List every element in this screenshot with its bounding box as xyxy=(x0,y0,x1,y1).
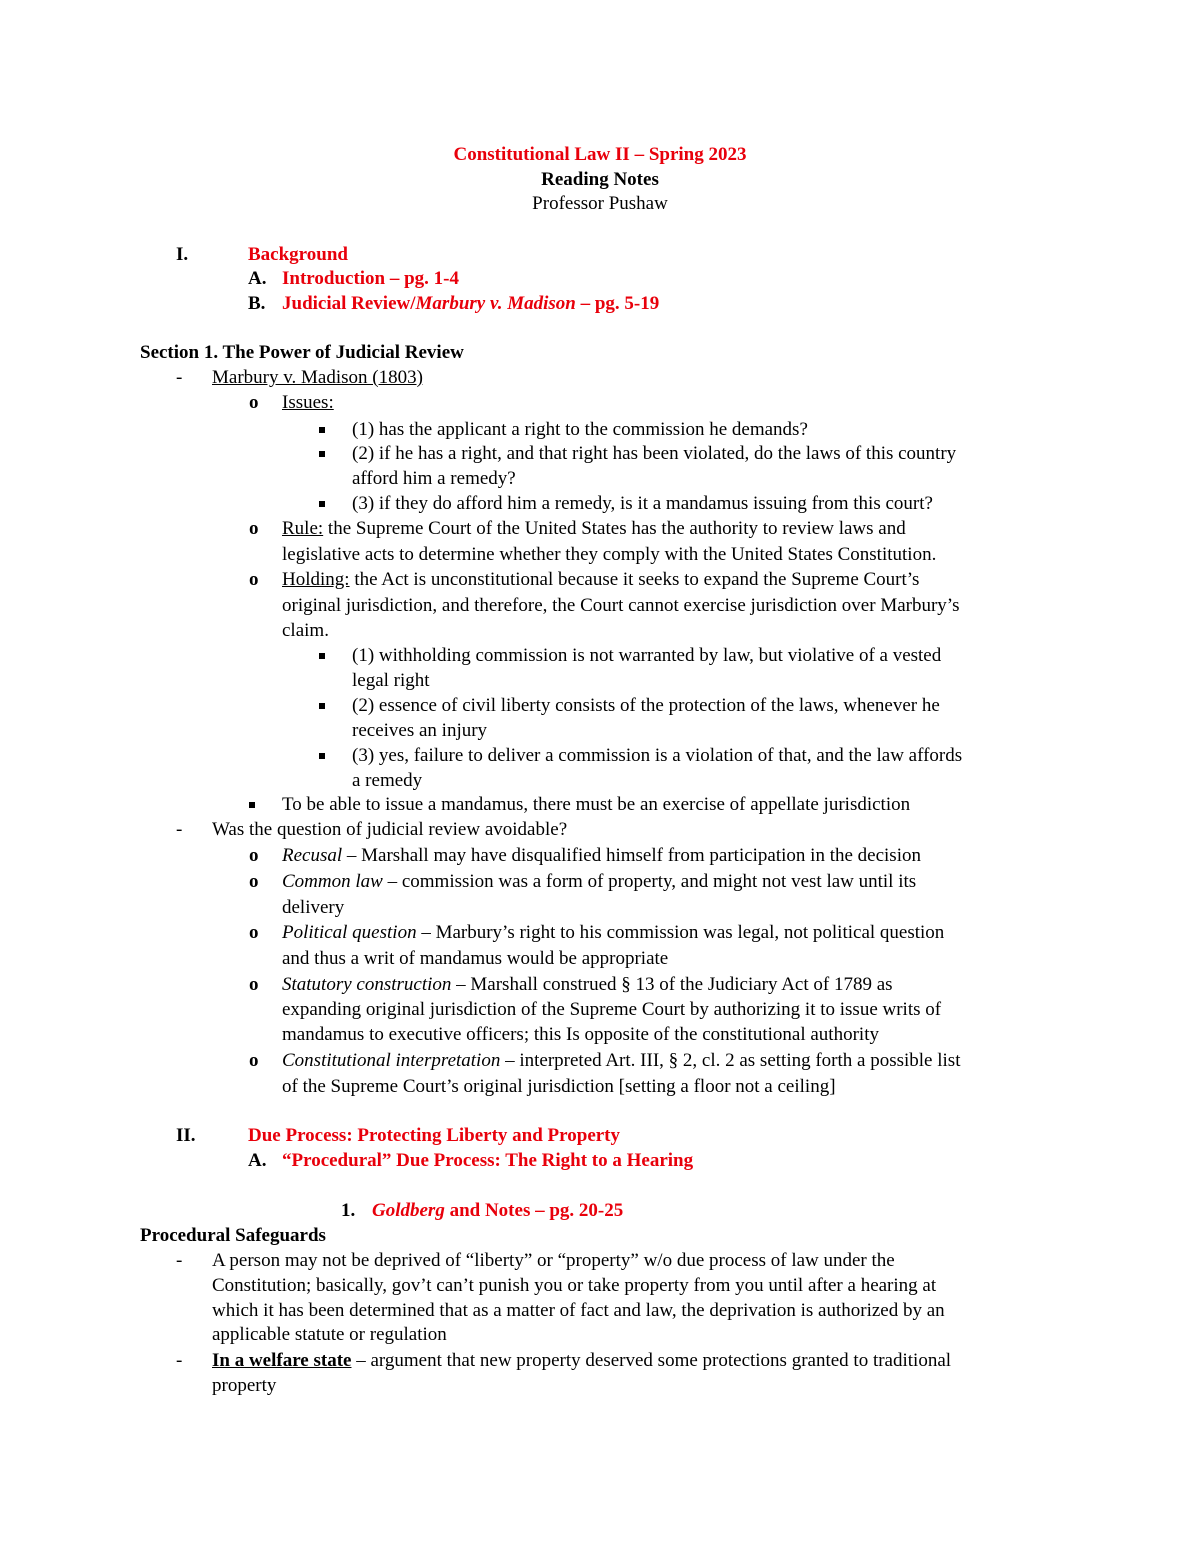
political-question-line-1: Political question – Marbury’s right to his commission was legal, not political question xyxy=(282,922,945,943)
common-law-line-2: delivery xyxy=(282,897,345,918)
square-bullet xyxy=(319,753,325,759)
outline-letter-a: A. xyxy=(248,268,267,289)
dash-bullet: - xyxy=(176,819,183,840)
welfare-state-line-2: property xyxy=(212,1375,277,1396)
outline-judicial-review: Judicial Review/Marbury v. Madison – pg. 5-19 xyxy=(282,293,660,314)
common-law-line-1: Common law – commission was a form of property, and might not vest law until its xyxy=(282,871,917,892)
square-bullet xyxy=(319,451,325,457)
o-bullet: o xyxy=(249,1050,259,1071)
dash-bullet: - xyxy=(176,1350,183,1371)
statutory-construction-line-2: expanding original jurisdiction of the Supreme Court by authorizing it to issue writs of xyxy=(282,999,942,1020)
welfare-state-line-1: In a welfare state – argument that new property deserved some protections granted to traditional xyxy=(212,1350,952,1371)
mandamus-note: To be able to issue a mandamus, there must be an exercise of appellate jurisdiction xyxy=(282,794,911,815)
outline-goldberg: Goldberg and Notes – pg. 20-25 xyxy=(372,1200,624,1221)
o-bullet: o xyxy=(249,974,259,995)
square-bullet xyxy=(249,802,255,808)
rule-line-1: Rule: the Supreme Court of the United States has the authority to review laws and xyxy=(282,518,906,539)
outline-procedural-due-process: “Procedural” Due Process: The Right to a Hearing xyxy=(282,1150,694,1171)
square-bullet xyxy=(319,703,325,709)
outline-letter-a: A. xyxy=(248,1150,267,1171)
holding-point-1-line-1: (1) withholding commission is not warranted by law, but violative of a vested xyxy=(352,645,942,666)
due-process-line-2: Constitution; basically, gov’t can’t punish you or take property from you until after a hearing at xyxy=(212,1275,937,1296)
issue-3: (3) if they do afford him a remedy, is it a mandamus issuing from this court? xyxy=(352,493,933,514)
document-title: Constitutional Law II – Spring 2023 xyxy=(453,144,747,165)
rule-line-2: legislative acts to determine whether they comply with the United States Constitution. xyxy=(282,544,937,565)
procedural-safeguards-heading: Procedural Safeguards xyxy=(140,1225,326,1246)
holding-line-1: Holding: the Act is unconstitutional because it seeks to expand the Supreme Court’s xyxy=(282,569,920,590)
dash-bullet: - xyxy=(176,367,183,388)
square-bullet xyxy=(319,501,325,507)
o-bullet: o xyxy=(249,922,259,943)
constitutional-interpretation-line-1: Constitutional interpretation – interpreted Art. III, § 2, cl. 2 as setting forth a possible list xyxy=(282,1050,961,1071)
square-bullet xyxy=(319,653,325,659)
due-process-line-1: A person may not be deprived of “liberty” or “property” w/o due process of law under the xyxy=(212,1250,895,1271)
statutory-construction-line-3: mandamus to executive officers; this Is opposite of the constitutional authority xyxy=(282,1024,879,1045)
document-subtitle: Reading Notes xyxy=(541,169,659,190)
professor-name: Professor Pushaw xyxy=(532,193,668,214)
holding-point-2-line-2: receives an injury xyxy=(352,720,488,741)
outline-introduction: Introduction – pg. 1-4 xyxy=(282,268,460,289)
holding-point-2-line-1: (2) essence of civil liberty consists of the protection of the laws, whenever he xyxy=(352,695,940,716)
outline-heading-background: Background xyxy=(248,244,348,265)
issue-2-line-2: afford him a remedy? xyxy=(352,468,516,489)
holding-line-2: original jurisdiction, and therefore, the Court cannot exercise jurisdiction over Marbury’s xyxy=(282,595,960,616)
issue-1: (1) has the applicant a right to the commission he demands? xyxy=(352,419,808,440)
o-bullet: o xyxy=(249,392,259,413)
due-process-line-3: which it has been determined that as a matter of fact and law, the deprivation is authorized by an xyxy=(212,1300,945,1321)
square-bullet xyxy=(319,427,325,433)
o-bullet: o xyxy=(249,845,259,866)
holding-point-3-line-2: a remedy xyxy=(352,770,423,791)
political-question-line-2: and thus a writ of mandamus would be appropriate xyxy=(282,948,669,969)
outline-heading-due-process: Due Process: Protecting Liberty and Property xyxy=(248,1125,621,1146)
outline-letter-b: B. xyxy=(248,293,266,314)
dash-bullet: - xyxy=(176,1250,183,1271)
judicial-review-question: Was the question of judicial review avoidable? xyxy=(212,819,568,840)
outline-numeral-2: II. xyxy=(176,1125,196,1146)
holding-point-1-line-2: legal right xyxy=(352,670,430,691)
constitutional-interpretation-line-2: of the Supreme Court’s original jurisdiction [setting a floor not a ceiling] xyxy=(282,1076,836,1097)
issue-2-line-1: (2) if he has a right, and that right has been violated, do the laws of this country xyxy=(352,443,957,464)
statutory-construction-line-1: Statutory construction – Marshall construed § 13 of the Judiciary Act of 1789 as xyxy=(282,974,893,995)
holding-line-3: claim. xyxy=(282,620,329,641)
outline-numeral-1: I. xyxy=(176,244,189,265)
holding-point-3-line-1: (3) yes, failure to deliver a commission is a violation of that, and the law affords xyxy=(352,745,963,766)
case-title-marbury: Marbury v. Madison (1803) xyxy=(212,367,423,388)
recusal-item: Recusal – Marshall may have disqualified himself from participation in the decision xyxy=(282,845,921,866)
due-process-line-4: applicable statute or regulation xyxy=(212,1324,447,1345)
o-bullet: o xyxy=(249,569,259,590)
o-bullet: o xyxy=(249,518,259,539)
outline-number-1: 1. xyxy=(341,1200,356,1221)
o-bullet: o xyxy=(249,871,259,892)
issues-label: Issues: xyxy=(282,392,334,413)
section-1-heading: Section 1. The Power of Judicial Review xyxy=(140,342,464,363)
